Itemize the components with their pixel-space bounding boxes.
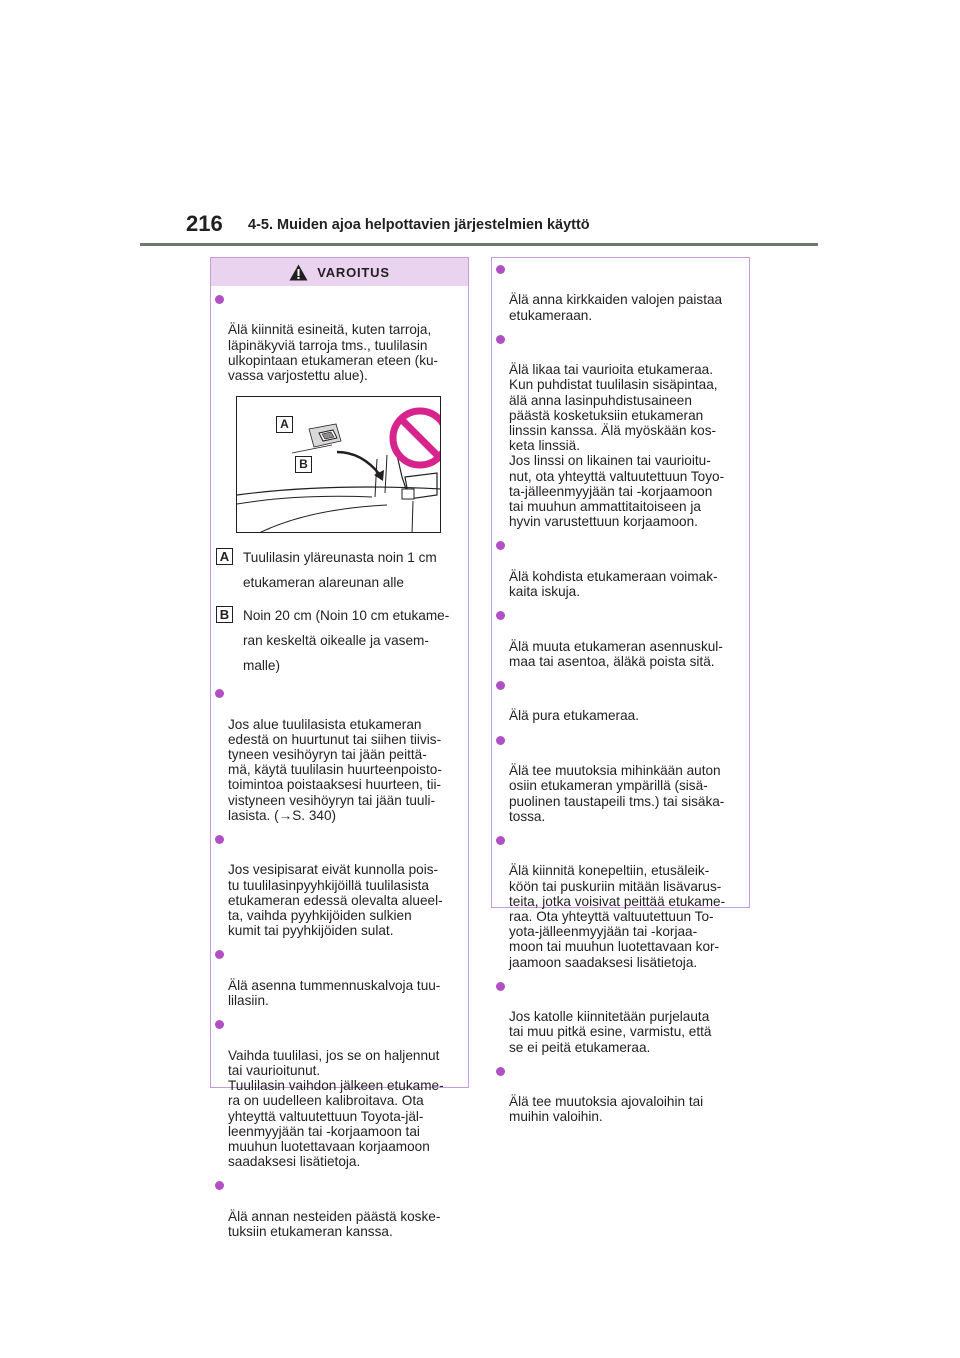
- list-item-text: Älä kiinnitä konepeltiin, etusäleik- köön tai puskuriin mitään lisävarus- teita, jotka voisivat peittää etukame- raa. Ota yhteyttä valtuutettuun To- yota-jälleenmyyjään tai -korjaa- moon tai muuhun luotettavaan kor- jaamoon saadaksesi lisätietoja.: [509, 863, 726, 970]
- list-item: [496, 833, 745, 970]
- page-reference: S. 340): [292, 807, 337, 823]
- list-item-text: Älä pura etukameraa.: [509, 708, 639, 724]
- warning-content-left: [215, 292, 464, 1248]
- list-item-text: Älä kiinnitä esineitä, kuten tarroja, läpinäkyviä tarroja tms., tuulilasin ulkopintaan etukameran eteen (ku- vassa varjostettu alue).: [228, 322, 439, 384]
- warning-triangle-icon: [289, 264, 308, 281]
- list-item: [496, 733, 745, 824]
- bullet-icon: [496, 681, 505, 690]
- legend-text-a: Tuulilasin yläreunasta noin 1 cm etukameran alareunan alle: [243, 550, 437, 591]
- list-item: [496, 608, 745, 669]
- list-item: [215, 292, 464, 383]
- header-rule: [140, 243, 818, 246]
- list-item-text: Älä annan nesteiden päästä koske- tuksiin etukameran kanssa.: [228, 1208, 441, 1239]
- windshield-camera-figure: [236, 396, 441, 533]
- page-reference-arrow-icon: →: [278, 807, 293, 823]
- figure-label-a: A: [276, 416, 293, 433]
- bullet-icon: [215, 950, 224, 959]
- list-item-text: Älä anna kirkkaiden valojen paistaa etukameraan.: [509, 292, 723, 323]
- bullet-icon: [496, 541, 505, 550]
- list-item: [496, 1064, 745, 1125]
- list-item: [215, 686, 464, 823]
- warning-content-right: [496, 262, 745, 1134]
- list-item-text: Jos alue tuulilasista etukameran edestä on huurtunut tai siihen tiivis- tyneen vesihöyryn tai jään peittä- mä, käytä tuulilasin huurteenpoisto- toimintoa poistaaksesi huurteen, tii- vistyneen vesihöyryn tai jään tuuli- lasista. (: [228, 716, 442, 823]
- bullet-icon: [496, 611, 505, 620]
- legend-a: [215, 545, 464, 595]
- bullet-icon: [215, 689, 224, 698]
- list-item: [215, 1017, 464, 1169]
- bullet-icon: [496, 836, 505, 845]
- list-item: [215, 947, 464, 1008]
- list-item-text: Älä likaa tai vaurioita etukameraa. Kun puhdistat tuulilasin sisäpintaa, älä anna lasinpuhdistusaineen päästä kosketuksiin etukameran linssin kanssa. Älä myöskään kos- keta linssiä. Jos linssi on likainen tai vaurioitu- nut, ota yhteyttä valtuutettuun Toyo- ta-jälleenmyyjään tai -korjaamoon tai muuhun ammattitaitoiseen ja hyvin varustettuun korjaamoon.: [509, 362, 725, 530]
- section-title: 4-5. Muiden ajoa helpottavien järjestelmien käyttö: [248, 217, 590, 233]
- bullet-icon: [496, 982, 505, 991]
- warning-label: VAROITUS: [317, 264, 390, 280]
- bullet-icon: [496, 265, 505, 274]
- legend-key-b: B: [216, 606, 233, 623]
- bullet-icon: [215, 1181, 224, 1190]
- list-item-text: Älä kohdista etukameraan voimak- kaita iskuja.: [509, 568, 718, 600]
- list-item: [496, 678, 745, 724]
- legend-text-b: Noin 20 cm (Noin 10 cm etukame- ran keskeltä oikealle ja vasem- malle): [243, 608, 450, 674]
- list-item: [215, 1178, 464, 1239]
- bullet-icon: [215, 835, 224, 844]
- list-item-text: Vaihda tuulilasi, jos se on haljennut tai vaurioitunut. Tuulilasin vaihdon jälkeen etukame- ra on uudelleen kalibroitava. Ota yhteyttä valtuutettuun Toyota-jäl- leenmyyjään tai -korjaamoon tai muuhun luotettavaan korjaamoon saadaksesi lisätietoja.: [228, 1047, 444, 1170]
- bullet-icon: [496, 736, 505, 745]
- page-number: 216: [186, 211, 223, 236]
- warning-box-left: [210, 257, 469, 1239]
- list-item-text: Älä tee muutoksia mihinkään auton osiin etukameran ympärillä (sisä- puolinen taustapeili tms.) tai sisäka- tossa.: [509, 763, 725, 824]
- list-item: [496, 979, 745, 1055]
- list-item-text: Jos katolle kiinnitetään purjelauta tai muu pitkä esine, varmistu, että se ei peitä etukameraa.: [509, 1009, 712, 1055]
- warning-header: [211, 258, 468, 286]
- list-item-text: Älä tee muutoksia ajovaloihin tai muihin valoihin.: [509, 1094, 704, 1125]
- bullet-icon: [215, 1020, 224, 1029]
- list-item: [496, 262, 745, 323]
- list-item: [496, 538, 745, 599]
- list-item-text: Jos vesipisarat eivät kunnolla pois- tu tuulilasinpyyhkijöillä tuulilasista etukameran edessä olevalta alueel- ta, vaihda pyyhkijöiden sulkien kumit tai pyyhkijöiden sulat.: [228, 862, 443, 939]
- prohibited-icon: [393, 411, 441, 465]
- legend-key-a: A: [216, 548, 233, 565]
- list-item-text: Älä asenna tummennuskalvoja tuu- lilasiin.: [228, 977, 441, 1009]
- figure-label-b: B: [295, 456, 312, 473]
- list-item-text: Älä muuta etukameran asennuskul- maa tai asentoa, äläkä poista sitä.: [509, 638, 723, 669]
- windshield-illustration: [237, 397, 441, 533]
- legend-b: [215, 603, 464, 678]
- list-item: [496, 332, 745, 530]
- bullet-icon: [496, 1067, 505, 1076]
- bullet-icon: [496, 335, 505, 344]
- list-item: [215, 832, 464, 938]
- warning-box-right: [491, 257, 750, 1125]
- bullet-icon: [215, 295, 224, 304]
